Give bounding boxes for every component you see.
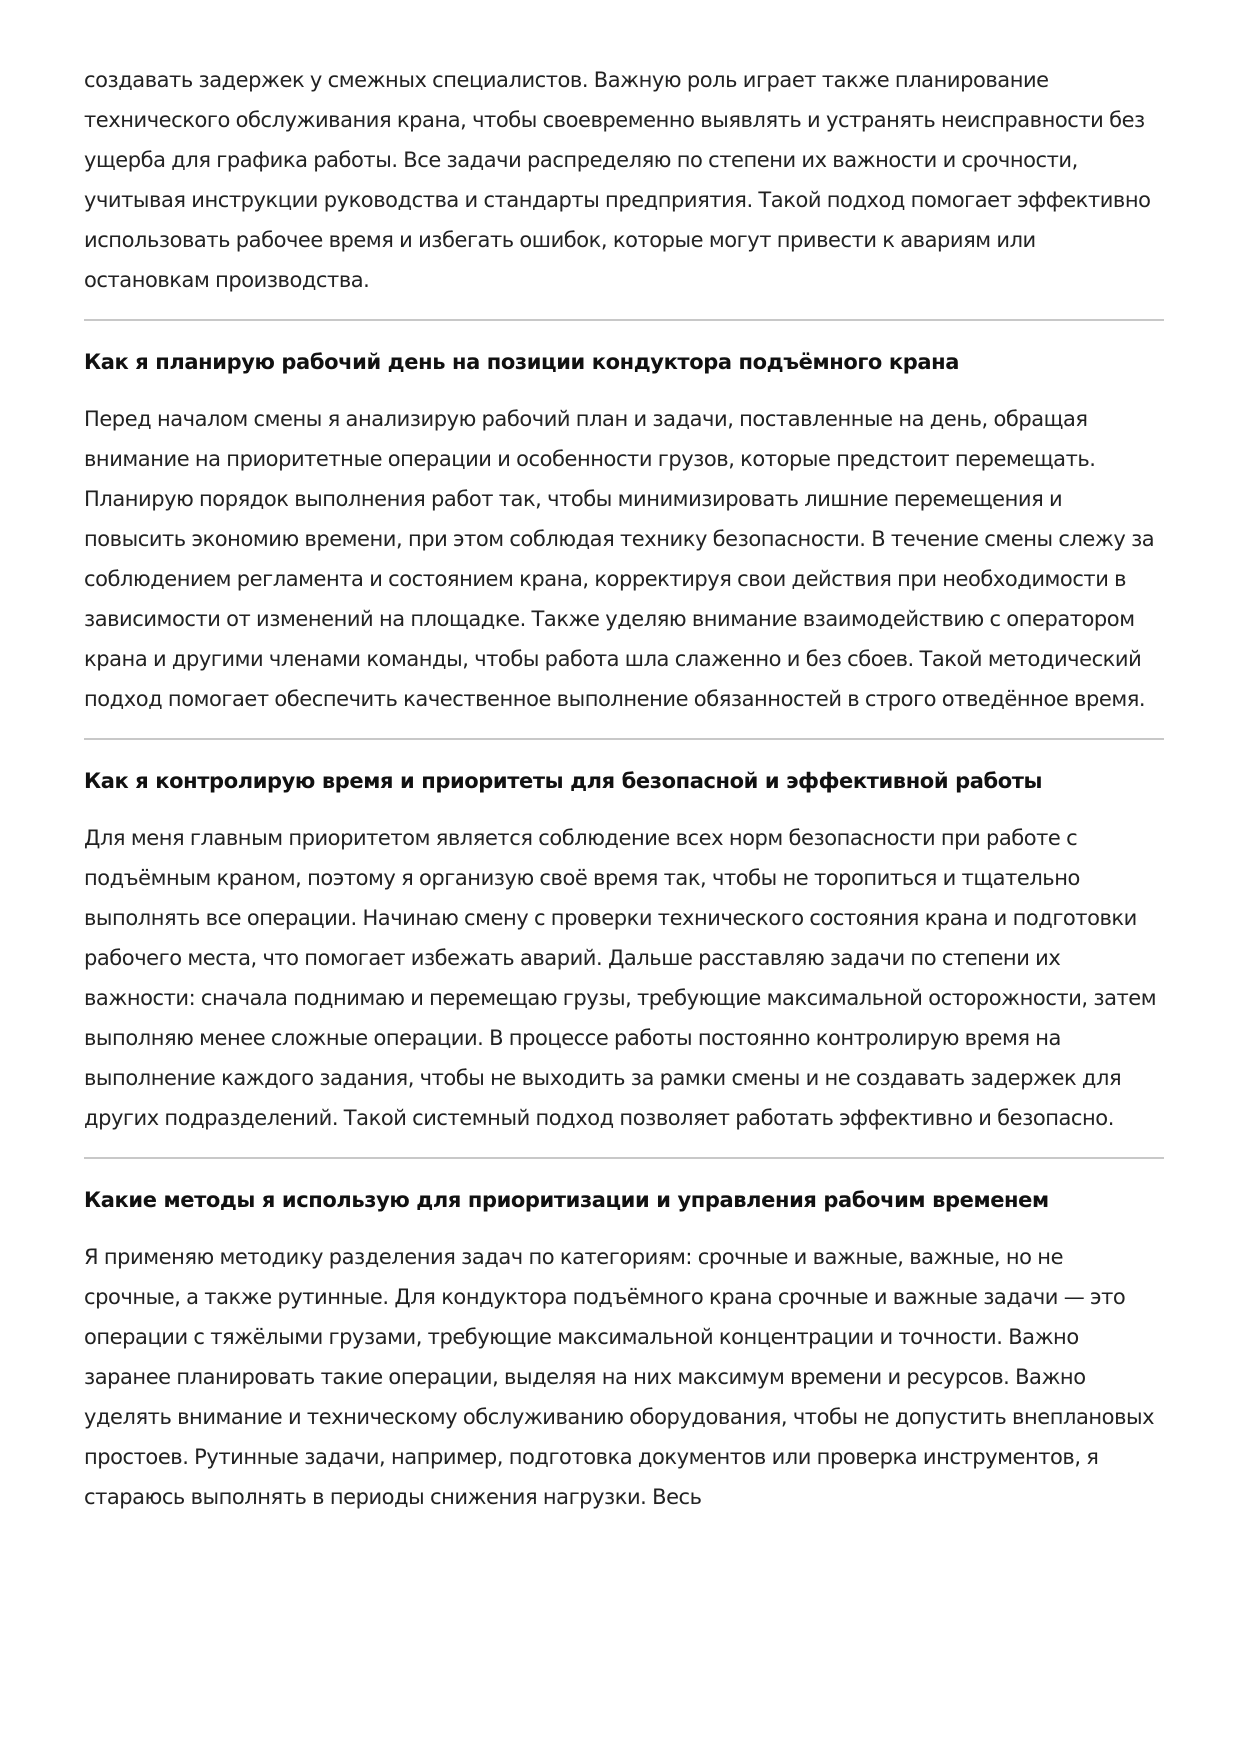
section-title: Какие методы я использую для приоритизации и управления рабочим временем xyxy=(84,1188,1049,1212)
section-time-control xyxy=(84,766,1164,1138)
section-prioritization-methods xyxy=(84,1185,1164,1517)
section-title: Как я контролирую время и приоритеты для безопасной и эффективной работы xyxy=(84,769,1043,793)
intro-paragraph: создавать задержек у смежных специалистов. Важную роль играет также планирование технического обслуживания крана, чтобы своевременно выявлять и устранять неисправности без ущерба для графика работы. Все задачи распределяю по степени их важности и срочности, учитывая инструкции руководства и стандарты предприятия. Такой подход помогает эффективно использовать рабочее время и избегать ошибок, которые могут привести к авариям или остановкам производства. xyxy=(84,68,1151,292)
section-planning-day xyxy=(84,347,1164,719)
document-page xyxy=(84,60,1164,1517)
section-body: Для меня главным приоритетом является соблюдение всех норм безопасности при работе с подъёмным краном, поэтому я организую своё время так, чтобы не торопиться и тщательно выполнять все операции. Начинаю смену с проверки технического состояния крана и подготовки рабочего места, что помогает избежать аварий. Дальше расставляю задачи по степени их важности: сначала поднимаю и перемещаю грузы, требующие максимальной осторожности, затем выполняю менее сложные операции. В процессе работы постоянно контролирую время на выполнение каждого задания, чтобы не выходить за рамки смены и не создавать задержек для других подразделений. Такой системный подход позволяет работать эффективно и безопасно. xyxy=(84,826,1157,1130)
section-body: Перед началом смены я анализирую рабочий план и задачи, поставленные на день, обращая внимание на приоритетные операции и особенности грузов, которые предстоит перемещать. Планирую порядок выполнения работ так, чтобы минимизировать лишние перемещения и повысить экономию времени, при этом соблюдая технику безопасности. В течение смены слежу за соблюдением регламента и состоянием крана, корректируя свои действия при необходимости в зависимости от изменений на площадке. Также уделяю внимание взаимодействию с оператором крана и другими членами команды, чтобы работа шла слаженно и без сбоев. Такой методический подход помогает обеспечить качественное выполнение обязанностей в строго отведённое время. xyxy=(84,407,1155,711)
section-body: Я применяю методику разделения задач по категориям: срочные и важные, важные, но не срочные, а также рутинные. Для кондуктора подъёмного крана срочные и важные задачи — это операции с тяжёлыми грузами, требующие максимальной концентрации и точности. Важно заранее планировать такие операции, выделяя на них максимум времени и ресурсов. Важно уделять внимание и техническому обслуживанию оборудования, чтобы не допустить внеплановых простоев. Рутинные задачи, например, подготовка документов или проверка инструментов, я стараюсь выполнять в периоды снижения нагрузки. Весь xyxy=(84,1245,1155,1509)
section-title: Как я планирую рабочий день на позиции кондуктора подъёмного крана xyxy=(84,350,960,374)
